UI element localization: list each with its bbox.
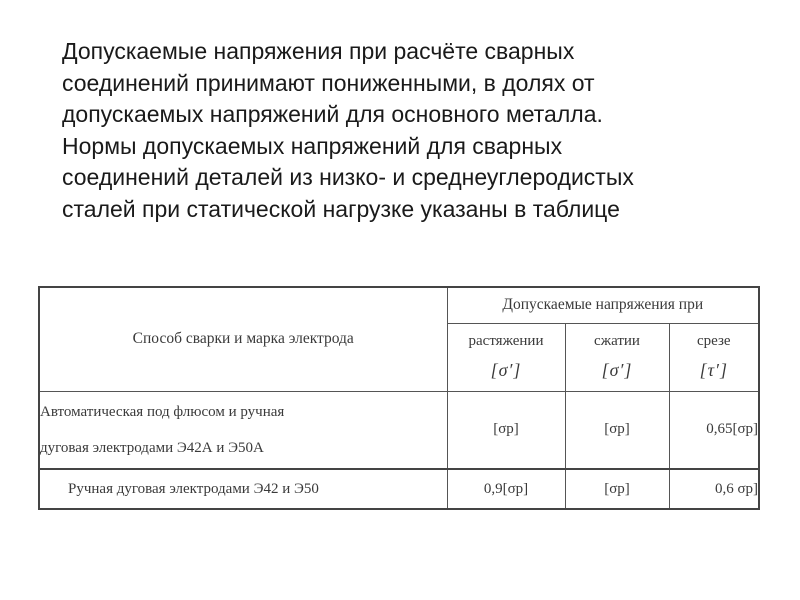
column-symbol: [σ′] (601, 360, 633, 380)
intro-line: соединений принимают пониженными, в долях от (62, 69, 595, 96)
value-cell: [σр] (565, 469, 669, 509)
stress-norms-table (38, 286, 760, 510)
method-column-header-label: Способ сварки и марка электрода (132, 330, 354, 348)
stress-norms-table-container (38, 286, 758, 508)
column-header-compression (565, 323, 669, 391)
method-text-line: Ручная дуговая электродами Э42 и Э50 (68, 481, 319, 497)
table-row (39, 391, 759, 469)
value-cell: [σр] (447, 391, 565, 469)
table-row (39, 469, 759, 509)
value-cell: 0,9[σр] (447, 469, 565, 509)
intro-line: допускаемых напряжений для основного металла. (62, 101, 603, 127)
column-name: срезе (696, 333, 731, 349)
intro-paragraph (62, 36, 762, 225)
method-column-header (39, 287, 447, 391)
method-text-line: дуговая электродами Э42А и Э50А (40, 439, 264, 456)
value-cell: 0,6 σр] (669, 469, 759, 509)
column-symbol: [σ′] (490, 360, 522, 380)
intro-line: соединений деталей из низко- и среднеуглеродистых (62, 164, 634, 190)
value-cell: [σр] (565, 391, 669, 469)
stress-group-header (447, 287, 759, 323)
column-symbol: [τ′] (699, 360, 728, 380)
column-header-shear (669, 323, 759, 391)
column-header-tension (447, 323, 565, 391)
intro-line: сталей при статической нагрузке указаны в таблице (62, 195, 620, 222)
column-name: сжатии (594, 333, 640, 349)
method-cell (39, 469, 447, 509)
intro-line: Допускаемые напряжения при расчёте сварных (62, 38, 575, 64)
method-cell (39, 391, 447, 469)
value-cell: 0,65[σр] (669, 391, 759, 469)
column-name: растяжении (468, 333, 544, 349)
intro-line: Нормы допускаемых напряжений для сварных (62, 132, 563, 159)
method-text-line: Автоматическая под флюсом и ручная (40, 403, 285, 420)
stress-group-header-label: Допускаемые напряжения при (502, 296, 704, 314)
